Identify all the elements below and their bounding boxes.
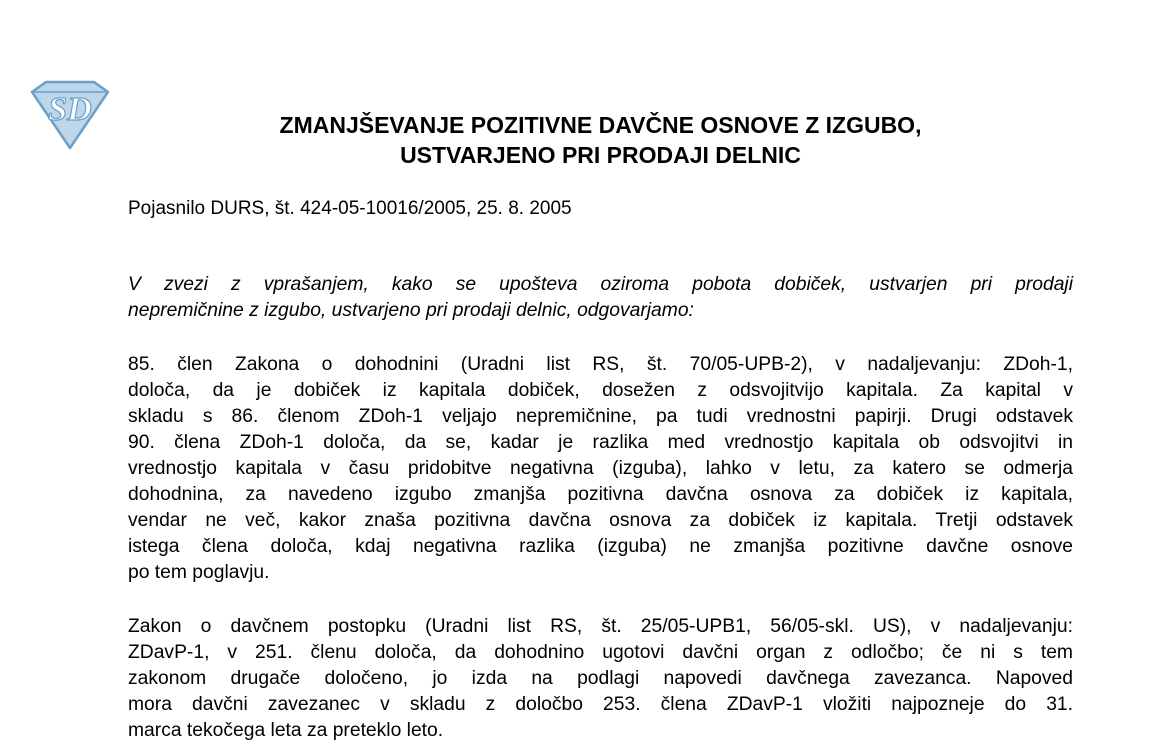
text-line: mora davčni zavezanec v skladu z določbo 253. člena ZDavP-1 vložiti najpozneje do 31. bbox=[128, 694, 1073, 715]
text-line: 90. člena ZDoh-1 določa, da se, kadar je razlika med vrednostjo kapitala ob odsvojitvi in bbox=[128, 432, 1073, 453]
text-line: dohodnina, za navedeno izgubo zmanjša pozitivna davčna osnova za dobiček iz kapitala, bbox=[128, 484, 1073, 505]
text-line: V zvezi z vprašanjem, kako se upošteva oziroma pobota dobiček, ustvarjen pri prodaji bbox=[128, 274, 1073, 295]
document-reference: Pojasnilo DURS, št. 424-05-10016/2005, 25. 8. 2005 bbox=[128, 198, 572, 219]
text-line: skladu s 86. členom ZDoh-1 veljajo nepremičnine, pa tudi vrednostni papirji. Drugi odstavek bbox=[128, 406, 1073, 427]
text-line: zakonom drugače določeno, jo izda na podlagi napovedi davčnega zavezanca. Napoved bbox=[128, 668, 1073, 689]
text-line: istega člena določa, kdaj negativna razlika (izguba) ne zmanjša pozitivne davčne osnove bbox=[128, 536, 1073, 557]
text-line: nepremičnine z izgubo, ustvarjeno pri prodaji delnic, odgovarjamo: bbox=[128, 300, 694, 321]
document-title bbox=[128, 110, 1073, 170]
title-line: ZMANJŠEVANJE POZITIVNE DAVČNE OSNOVE Z IZGUBO, bbox=[279, 112, 922, 138]
body-paragraph-1 bbox=[128, 352, 1073, 586]
text-line: Zakon o davčnem postopku (Uradni list RS, št. 25/05-UPB1, 56/05-skl. US), v nadaljevanju: bbox=[128, 616, 1073, 637]
intro-paragraph bbox=[128, 272, 1073, 324]
title-line: USTVARJENO PRI PRODAJI DELNIC bbox=[400, 142, 801, 168]
text-line: marca tekočega leta za preteklo leto. bbox=[128, 720, 444, 741]
text-line: vendar ne več, kakor znaša pozitivna davčna osnova za dobiček iz kapitala. Tretji odstavek bbox=[128, 510, 1073, 531]
text-line: vrednostjo kapitala v času pridobitve negativna (izguba), lahko v letu, za katero se odmerja bbox=[128, 458, 1073, 479]
text-line: 85. člen Zakona o dohodnini (Uradni list RS, št. 70/05-UPB-2), v nadaljevanju: ZDoh-1, bbox=[128, 354, 1073, 375]
text-line: ZDavP-1, v 251. členu določa, da dohodnino ugotovi davčni organ z odločbo; če ni s tem bbox=[128, 642, 1073, 663]
body-paragraph-2 bbox=[128, 614, 1073, 744]
text-line: določa, da je dobiček iz kapitala dobiček, dosežen z odsvojitvijo kapitala. Za kapital v bbox=[128, 380, 1073, 401]
logo-monogram: SD bbox=[48, 91, 92, 128]
text-line: po tem poglavju. bbox=[128, 562, 270, 583]
logo bbox=[28, 78, 110, 150]
